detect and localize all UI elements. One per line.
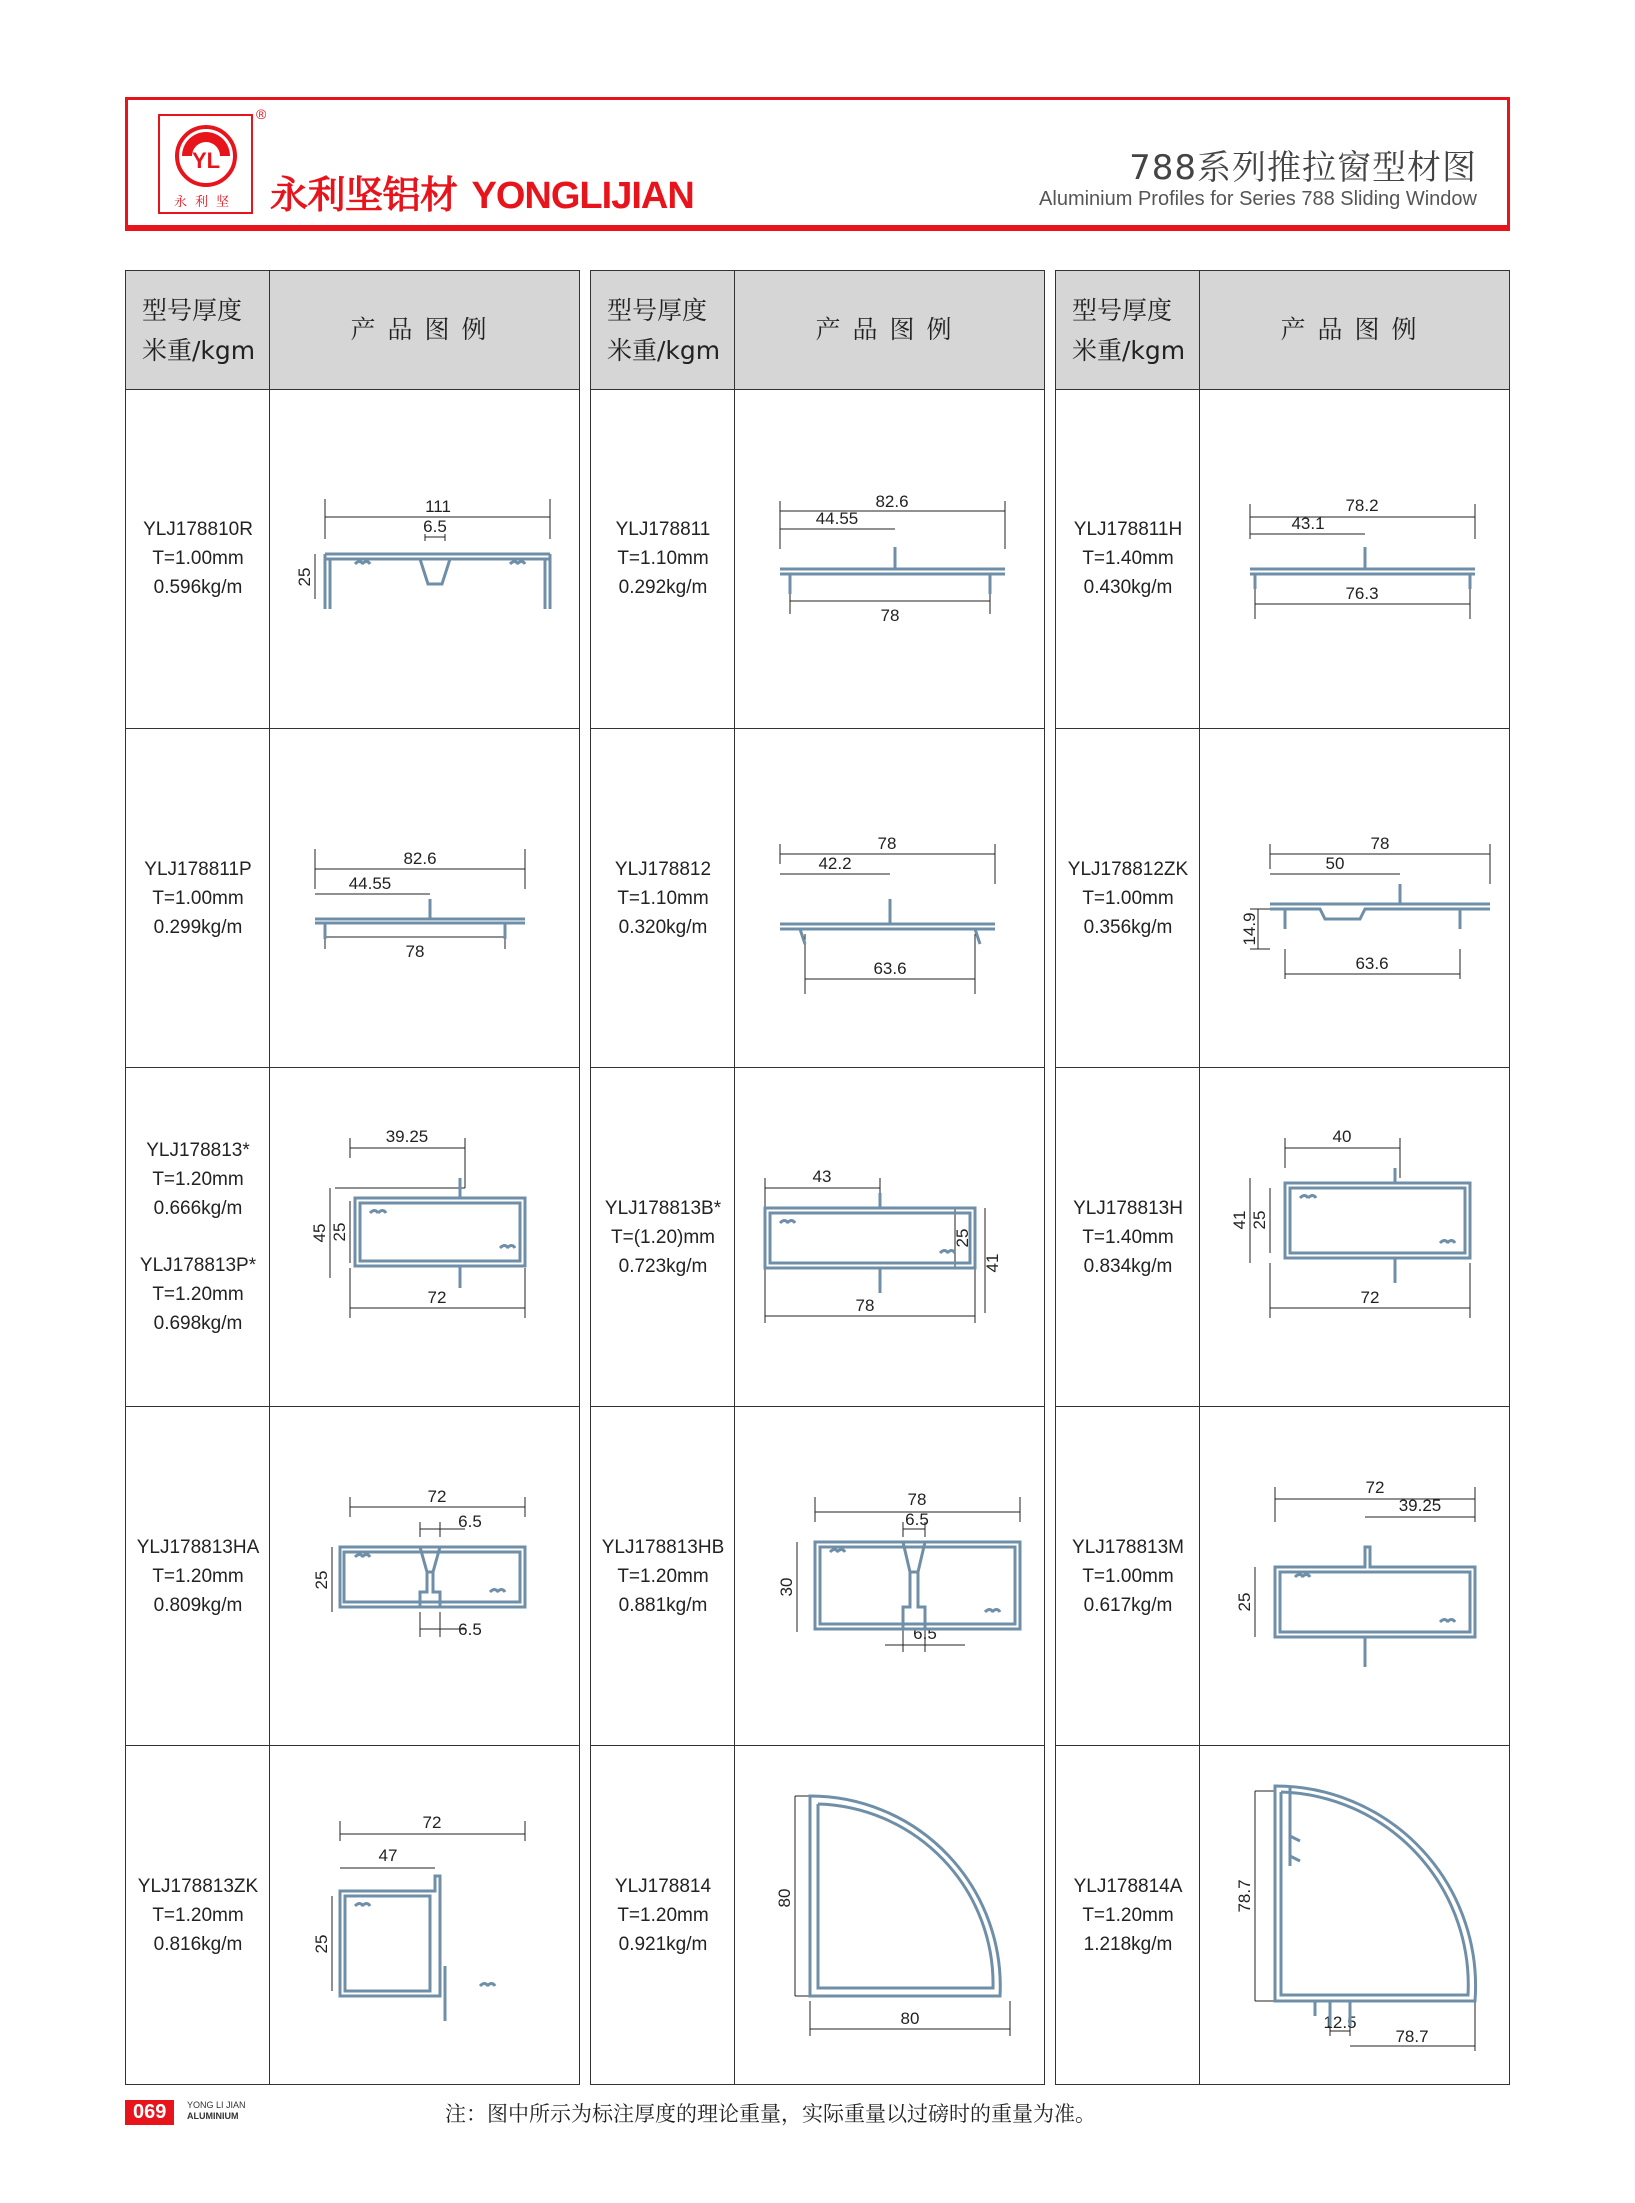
profile-spec bbox=[126, 1068, 270, 1406]
spec-thickness: T=1.40mm bbox=[1082, 1226, 1174, 1248]
dimension-label: 6.5 bbox=[913, 1624, 937, 1643]
dimension-label: 6.5 bbox=[458, 1512, 482, 1531]
dimension-label: 25 bbox=[953, 1228, 972, 1248]
dimension-label: 25 bbox=[1250, 1210, 1269, 1230]
profile-drawing bbox=[1200, 1068, 1509, 1406]
page-number: 069 bbox=[125, 2100, 174, 2125]
logo-emblem-icon bbox=[160, 116, 251, 196]
dimension-label: 41 bbox=[1230, 1210, 1249, 1230]
profile-drawing bbox=[270, 1068, 579, 1406]
profile-cross-section bbox=[1200, 1068, 1508, 1404]
dimension-label: 82.6 bbox=[403, 849, 437, 868]
dimension-line bbox=[795, 1796, 810, 1996]
logo-caption: 永利坚 bbox=[173, 195, 237, 210]
profile-outline bbox=[355, 562, 525, 565]
profile-drawing bbox=[735, 1407, 1044, 1745]
profile-spec bbox=[1056, 1407, 1200, 1745]
dimension-label: 72 bbox=[427, 1288, 447, 1307]
dimension-label: 25 bbox=[312, 1934, 331, 1954]
profile-spec bbox=[126, 1407, 270, 1745]
profile-cross-section bbox=[270, 1068, 578, 1404]
header-drawing: 产品图例 bbox=[1280, 315, 1429, 344]
spec-weight: 0.292kg/m bbox=[618, 577, 708, 598]
table-header bbox=[126, 271, 579, 390]
profile-outline bbox=[1300, 1196, 1455, 1244]
table-header bbox=[591, 271, 1044, 390]
table-row bbox=[126, 1745, 579, 2084]
dimension-label: 44.55 bbox=[348, 874, 392, 893]
dimension-label: 72 bbox=[1365, 1478, 1385, 1497]
profile-outline bbox=[1295, 1575, 1455, 1623]
page-title: 788系列推拉窗型材图 bbox=[1129, 148, 1477, 188]
profile-outline bbox=[765, 1193, 975, 1293]
profile-drawing bbox=[1200, 389, 1509, 728]
profile-outline bbox=[1275, 1547, 1475, 1667]
profile-spec bbox=[591, 1746, 735, 2084]
dimension-label: 25 bbox=[1235, 1592, 1254, 1612]
spec-weight: 0.723kg/m bbox=[618, 1255, 708, 1277]
dimension-label: 12.5 bbox=[1323, 2013, 1357, 2032]
profile-outline bbox=[815, 1542, 1020, 1629]
dimension-label: 44.55 bbox=[815, 509, 859, 528]
weight-note: 注：图中所示为标注厚度的理论重量，实际重量以过磅时的重量为准。 bbox=[445, 2102, 1096, 2126]
dimension-label: 63.6 bbox=[873, 959, 907, 978]
dimension-label: 47 bbox=[378, 1846, 398, 1865]
spec-weight: 0.834kg/m bbox=[1083, 1255, 1173, 1277]
dimension-label: 42.2 bbox=[818, 854, 852, 873]
dimension-label: 45 bbox=[310, 1223, 329, 1243]
profile-spec bbox=[591, 1068, 735, 1406]
header-spec: 型号厚度 米重/kgm bbox=[126, 271, 270, 389]
dimension-label: 72 bbox=[422, 1813, 442, 1832]
spec-model: YLJ178812 bbox=[614, 858, 712, 880]
table-row bbox=[1056, 1406, 1509, 1745]
spec-weight: 0.809kg/m bbox=[153, 1594, 243, 1616]
dimension-label: 78 bbox=[405, 942, 425, 961]
spec-thickness: T=1.00mm bbox=[1082, 1565, 1174, 1587]
dimension-label: 25 bbox=[312, 1570, 331, 1590]
dimension-label: 6.5 bbox=[423, 517, 447, 536]
dimension-label: 43.1 bbox=[1291, 514, 1325, 533]
table-row bbox=[591, 389, 1044, 728]
dimension-label: 39.25 bbox=[1398, 1496, 1442, 1515]
spec-thickness: T=1.00mm bbox=[152, 548, 244, 569]
table-row bbox=[126, 1406, 579, 1745]
dimension-label: 76.3 bbox=[1345, 584, 1379, 603]
spec-thickness: T=1.20mm bbox=[617, 1904, 709, 1926]
profile-spec bbox=[126, 729, 270, 1067]
profile-drawing bbox=[735, 389, 1044, 728]
svg-text:YL: YL bbox=[191, 148, 221, 173]
spec-model: YLJ178813H bbox=[1073, 1197, 1183, 1219]
profile-spec bbox=[126, 389, 270, 728]
dimension-label: 78 bbox=[880, 606, 900, 625]
profile-cross-section bbox=[1200, 1407, 1508, 1743]
profile-drawing bbox=[270, 1746, 579, 2084]
table-header bbox=[1056, 271, 1509, 390]
profile-drawing bbox=[1200, 1746, 1509, 2084]
profile-drawing bbox=[1200, 729, 1509, 1067]
dimension-label: 6.5 bbox=[905, 1510, 929, 1529]
profile-cross-section bbox=[735, 1407, 1043, 1743]
profile-column-3 bbox=[1055, 270, 1510, 2085]
spec-model: YLJ178813HA bbox=[136, 1536, 260, 1558]
profile-outline bbox=[315, 899, 525, 939]
profile-outline bbox=[780, 899, 995, 944]
table-row bbox=[126, 728, 579, 1067]
brand-name-en: YONGLIJIAN bbox=[471, 175, 694, 217]
dimension-label: 6.5 bbox=[458, 1620, 482, 1639]
spec-thickness: T=1.20mm bbox=[1082, 1904, 1174, 1926]
header-drawing: 产品图例 bbox=[815, 315, 964, 344]
dimension-label: 78 bbox=[907, 1490, 927, 1509]
dimension-line bbox=[1255, 1791, 1275, 2001]
dimension-label: 78.7 bbox=[1235, 1879, 1254, 1913]
spec-weight: 1.218kg/m bbox=[1083, 1933, 1173, 1955]
dimension-label: 78.2 bbox=[1345, 496, 1379, 515]
spec-model: YLJ178811H bbox=[1073, 519, 1183, 540]
spec-model: YLJ178813B* bbox=[604, 1197, 722, 1219]
brand-name-cn: 永利坚铝材 bbox=[270, 173, 458, 217]
dimension-label: 14.9 bbox=[1240, 912, 1259, 946]
dimension-label: 80 bbox=[775, 1888, 794, 1908]
spec-weight: 0.596kg/m bbox=[153, 577, 243, 598]
dimension-label: 80 bbox=[900, 2009, 920, 2028]
spec-weight: 0.881kg/m bbox=[618, 1594, 708, 1616]
profile-outline bbox=[355, 1904, 495, 1987]
spec-weight: 0.299kg/m bbox=[153, 916, 243, 938]
profile-column-1 bbox=[125, 270, 580, 2085]
dimension-label: 72 bbox=[427, 1487, 447, 1506]
profile-outline bbox=[1270, 884, 1490, 929]
spec-thickness: T=1.10mm bbox=[617, 548, 709, 569]
profile-spec bbox=[1056, 729, 1200, 1067]
table-row bbox=[1056, 728, 1509, 1067]
spec-thickness2: T=1.20mm bbox=[152, 1284, 244, 1305]
brand-logo bbox=[158, 114, 253, 214]
profile-outline bbox=[780, 547, 1005, 594]
table-row bbox=[126, 389, 579, 728]
profile-spec bbox=[1056, 389, 1200, 728]
spec-model: YLJ178813ZK bbox=[137, 1875, 259, 1897]
dimension-label: 111 bbox=[425, 497, 451, 516]
dimension-label: 50 bbox=[1325, 854, 1345, 873]
dimension-label: 72 bbox=[1360, 1288, 1380, 1307]
dimension-label: 78.7 bbox=[1395, 2027, 1429, 2046]
table-row bbox=[591, 1067, 1044, 1406]
spec-model: YLJ178810R bbox=[143, 519, 253, 540]
dimension-label: 78 bbox=[855, 1296, 875, 1315]
profile-outline bbox=[1275, 1786, 1476, 2026]
spec-weight: 0.356kg/m bbox=[1083, 916, 1173, 938]
profile-cross-section bbox=[1200, 389, 1508, 725]
spec-model: YLJ178813HB bbox=[601, 1536, 725, 1558]
spec-thickness: T=1.40mm bbox=[1082, 548, 1174, 569]
spec-thickness: T=1.20mm bbox=[152, 1169, 244, 1190]
table-row bbox=[591, 728, 1044, 1067]
dimension-label: 63.6 bbox=[1355, 954, 1389, 973]
spec-model: YLJ178813M bbox=[1072, 1536, 1184, 1558]
profile-outline bbox=[355, 1178, 525, 1288]
table-row bbox=[1056, 389, 1509, 728]
header-drawing: 产品图例 bbox=[350, 315, 499, 344]
spec-model: YLJ178811 bbox=[615, 519, 711, 540]
spec-model: YLJ178812ZK bbox=[1067, 858, 1189, 880]
profile-cross-section bbox=[735, 729, 1043, 1065]
dimension-label: 30 bbox=[777, 1577, 796, 1597]
profile-cross-section bbox=[735, 1746, 1043, 2082]
table-row bbox=[1056, 1067, 1509, 1406]
profile-drawing bbox=[735, 1068, 1044, 1406]
profile-spec bbox=[126, 1746, 270, 2084]
profile-drawing bbox=[270, 389, 579, 728]
profile-outline bbox=[1250, 547, 1475, 589]
spec-model: YLJ178814A bbox=[1073, 1875, 1183, 1897]
spec-thickness: T=1.10mm bbox=[617, 887, 709, 909]
dimension-label: 25 bbox=[330, 1222, 349, 1242]
spec-model: YLJ178813* bbox=[146, 1140, 250, 1161]
profile-outline bbox=[1285, 1168, 1470, 1283]
profile-cross-section bbox=[735, 389, 1043, 725]
spec-thickness: T=1.00mm bbox=[1082, 887, 1174, 909]
page-footer bbox=[125, 2098, 1510, 2128]
profile-outline bbox=[780, 1221, 955, 1254]
spec-weight: 0.666kg/m bbox=[153, 1198, 243, 1219]
profile-cross-section bbox=[735, 1068, 1043, 1404]
profile-drawing bbox=[1200, 1407, 1509, 1745]
dimension-label: 43 bbox=[812, 1167, 832, 1186]
spec-thickness: T=(1.20)mm bbox=[611, 1226, 715, 1248]
profile-drawing bbox=[735, 729, 1044, 1067]
spec-weight: 0.320kg/m bbox=[618, 916, 708, 938]
profile-cross-section bbox=[270, 729, 578, 1065]
profile-cross-section bbox=[1200, 729, 1508, 1065]
profile-cross-section bbox=[1200, 1746, 1508, 2082]
table-row bbox=[591, 1406, 1044, 1745]
spec-weight2: 0.698kg/m bbox=[153, 1313, 243, 1334]
profile-spec bbox=[1056, 1068, 1200, 1406]
dimension-label: 39.25 bbox=[385, 1127, 429, 1146]
dimension-label: 78 bbox=[877, 834, 897, 853]
profile-spec bbox=[591, 1407, 735, 1745]
page-subtitle: Aluminium Profiles for Series 788 Sliding Window bbox=[1039, 188, 1477, 210]
spec-thickness: T=1.20mm bbox=[152, 1904, 244, 1926]
profile-outline bbox=[810, 1796, 1000, 1996]
table-row bbox=[591, 1745, 1044, 2084]
profile-spec bbox=[591, 729, 735, 1067]
table-row bbox=[126, 1067, 579, 1406]
profile-spec bbox=[591, 389, 735, 728]
spec-weight: 0.816kg/m bbox=[153, 1933, 243, 1955]
spec-weight: 0.617kg/m bbox=[1083, 1594, 1173, 1616]
header-spec: 型号厚度 米重/kgm bbox=[1056, 271, 1200, 389]
profile-outline bbox=[370, 1211, 515, 1249]
dimension-label: 25 bbox=[295, 567, 314, 587]
spec-thickness: T=1.20mm bbox=[152, 1565, 244, 1587]
spec-model: YLJ178814 bbox=[614, 1875, 712, 1897]
spec-weight: 0.430kg/m bbox=[1083, 577, 1173, 598]
profile-outline bbox=[830, 1550, 1000, 1613]
registered-mark: ® bbox=[256, 106, 267, 122]
profile-cross-section bbox=[270, 1407, 578, 1743]
profile-drawing bbox=[270, 729, 579, 1067]
profile-cross-section bbox=[270, 1746, 578, 2082]
spec-thickness: T=1.00mm bbox=[152, 887, 244, 909]
profile-outline bbox=[340, 1876, 445, 2021]
dimension-label: 78 bbox=[1370, 834, 1390, 853]
spec-model: YLJ178811P bbox=[144, 858, 252, 880]
footer-brand: YONG LI JIAN ALUMINIUM bbox=[187, 2100, 246, 2121]
dimension-label: 41 bbox=[983, 1253, 1002, 1273]
spec-model2: YLJ178813P* bbox=[139, 1255, 257, 1276]
spec-thickness: T=1.20mm bbox=[617, 1565, 709, 1587]
profile-drawing bbox=[735, 1746, 1044, 2084]
dimension-label: 40 bbox=[1332, 1127, 1352, 1146]
header-spec: 型号厚度 米重/kgm bbox=[591, 271, 735, 389]
table-row bbox=[1056, 1745, 1509, 2084]
brand-name bbox=[270, 164, 694, 219]
page-header bbox=[125, 97, 1510, 231]
dimension-label: 82.6 bbox=[875, 492, 909, 511]
profile-drawing bbox=[270, 1407, 579, 1745]
spec-weight: 0.921kg/m bbox=[618, 1933, 708, 1955]
profile-cross-section bbox=[270, 389, 578, 725]
profile-column-2 bbox=[590, 270, 1045, 2085]
profile-spec bbox=[1056, 1746, 1200, 2084]
